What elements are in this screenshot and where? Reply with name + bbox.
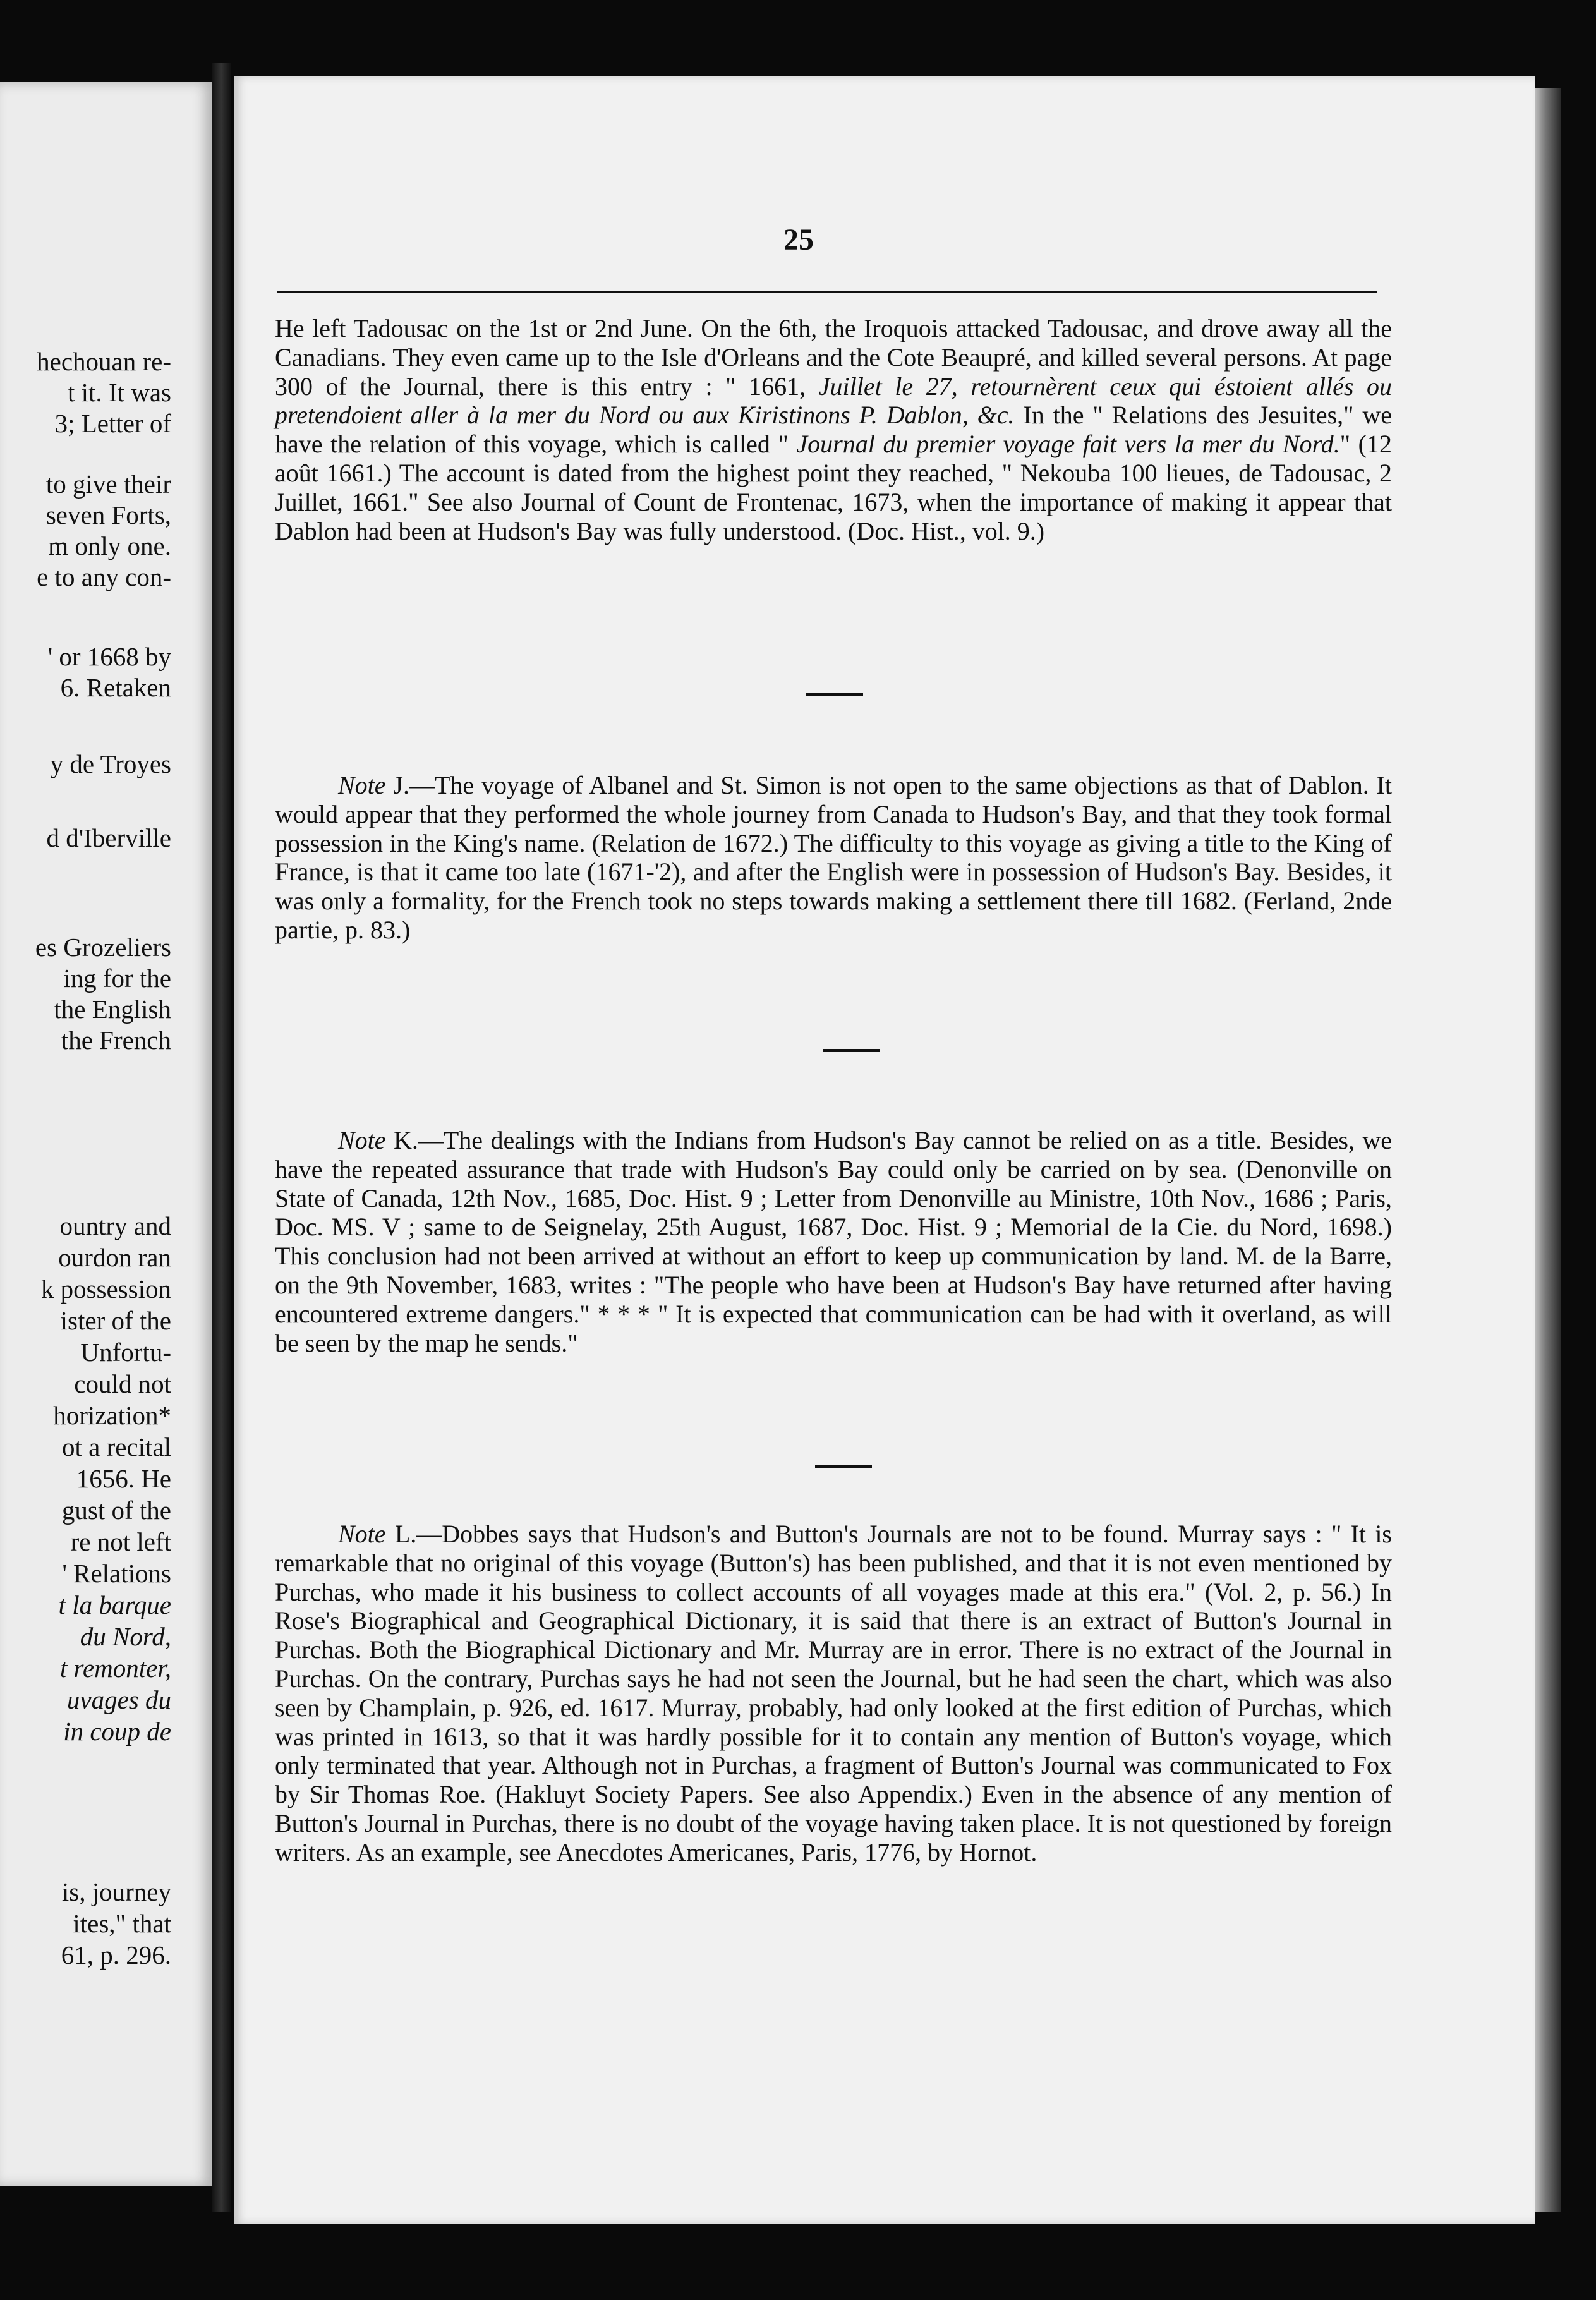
left-text-line: ing for the — [63, 964, 171, 993]
left-text-line: is, journey — [61, 1877, 171, 1906]
italic-quote: Juillet le 27, retournèrent ceux qui éstoient allés ou pretendoient aller à la mer du Nord ou aux Kiristinons P. Dablon, &c. — [275, 372, 1392, 430]
left-text-line: 1656. He — [76, 1464, 171, 1493]
note-letter: J. — [385, 771, 409, 799]
left-text-line: du Nord, — [80, 1622, 171, 1651]
left-text-line: e to any con- — [37, 562, 171, 591]
section-separator — [806, 693, 863, 696]
left-text-line: t it. It was — [68, 378, 171, 407]
left-text-line: the English — [54, 995, 171, 1024]
left-text-line: horization* — [53, 1401, 171, 1430]
left-text-line: 61, p. 296. — [61, 1940, 171, 1970]
left-text-line: 3; Letter of — [54, 409, 171, 438]
left-text-line: ountry and — [59, 1211, 171, 1240]
note-l — [275, 1520, 1392, 1867]
note-label: Note — [338, 771, 386, 799]
left-text-line: ites," that — [73, 1909, 171, 1938]
left-text-line: y de Troyes — [50, 749, 171, 778]
left-text-line: 6. Retaken — [60, 673, 171, 702]
left-text-line: in coup de — [63, 1717, 171, 1746]
left-text-line: ister of the — [60, 1306, 171, 1335]
section-separator — [823, 1049, 880, 1052]
note-text: —The voyage of Albanel and St. Simon is not open to the same objections as that of Dablon. It would appear that they performed the whole journey from Canada to Hudson's Bay, and that they took formal possession in the King's name. (Relation de 1672.) The difficulty to this voyage as giving a title to the King of France, is that it came too late (1671-'2), and after the English were in possession of Hudson's Bay. Besides, it was only a formality, for the French took no steps towards making a settlement there till 1682. (Ferland, 2nde partie, p. 83.) — [275, 771, 1392, 944]
left-text-line: gust of the — [61, 1496, 171, 1525]
italic-title: Journal du premier voyage fait vers la mer du Nord. — [796, 430, 1340, 459]
left-text-line: k possession — [40, 1274, 171, 1304]
left-text-line: t remonter, — [59, 1654, 171, 1683]
paragraph-dablon — [275, 314, 1392, 545]
left-text-line: Unfortu- — [80, 1338, 171, 1367]
text-run: He left Tadousac on the 1st or 2nd June. On the 6th, the Iroquois attacked Tadousac, and drove away all the Canadians. They even came up to the Isle d'Orleans and the Cote Beaupré, and killed several persons. At page 300 of the Journal, there is this entry : " 1661, — [275, 314, 1392, 401]
page-number: 25 — [783, 223, 814, 257]
left-text-line: ' or 1668 by — [47, 642, 171, 671]
note-j — [275, 771, 1392, 945]
header-rule — [277, 291, 1377, 293]
left-text-line: seven Forts, — [45, 500, 171, 530]
page-edge — [1535, 88, 1561, 2212]
note-k — [275, 1126, 1392, 1357]
left-text-line: could not — [74, 1369, 171, 1398]
note-text: —Dobbes says that Hudson's and Button's Journals are not to be found. Murray says : " It is remarkable that no original of this voyage (Button's) has been published, and that it is not even mentioned by Purchas, who made it his business to collect accounts of all voyages made at this era." (Vol. 2, p. 56.) In Rose's Biographical and Geographical Dictionary, it is said that there is an extract of Button's Journal in Purchas. Both the Biographical Dictionary and Mr. Murray are in error. There is no extract of the Journal in Purchas. On the contrary, Purchas says he had not seen the Journal, but he had seen the chart, which was also seen by Champlain, p. 926, ed. 1617. Murray, probably, had only looked at the first edition of Purchas, which was printed in 1613, so that it was hardly possible for it to contain any mention of Button's voyage, which only terminated that year. Although not in Purchas, a fragment of Button's Journal was communicated to Fox by Sir Thomas Roe. (Hakluyt Society Papers. See also Appendix.) Even in the absence of any mention of Button's Journal in Purchas, there is no doubt of the voyage having taken place. It is not questioned by foreign writers. As an example, see Anecdotes Americanes, Paris, 1776, by Hornot. — [275, 1520, 1393, 1867]
note-letter: K. — [385, 1126, 418, 1154]
left-page — [0, 82, 212, 2186]
book-gutter — [212, 63, 231, 2212]
left-text-line: hechouan re- — [37, 347, 171, 376]
note-letter: L. — [385, 1520, 417, 1548]
note-label: Note — [338, 1126, 386, 1154]
text-run: In the " Relations des Jesuites," we have the relation of this voyage, which is called " — [275, 401, 1392, 459]
left-text-line: ot a recital — [61, 1432, 171, 1462]
left-text-line: to give their — [45, 469, 171, 499]
left-text-line: the French — [61, 1026, 171, 1055]
left-text-line: ' Relations — [62, 1559, 171, 1588]
note-text: —The dealings with the Indians from Hudson's Bay cannot be relied on as a title. Besides, we have the repeated assurance that trade with Hudson's Bay could only be carried on by sea. (Denonville on State of Canada, 12th Nov., 1685, Doc. Hist. 9 ; Letter from Denonville au Ministre, 10th Nov., 1686 ; Paris, Doc. MS. V ; same to de Seignelay, 25th August, 1687, Doc. Hist. 9 ; Memorial de la Cie. du Nord, 1698.) This conclusion had not been arrived at without an effort to keep up communication by land. M. de la Barre, on the 9th November, 1683, writes : "The people who have been at Hudson's Bay have returned after having encountered extreme dangers." * * * " It is expected that communication can be had with it overland, as will be seen by the map he sends." — [275, 1126, 1393, 1357]
left-text-line: es Grozeliers — [35, 933, 171, 962]
section-separator — [815, 1465, 872, 1468]
left-text-line: uvages du — [66, 1685, 171, 1714]
left-text-line: d d'Iberville — [46, 823, 171, 852]
left-text-line: t la barque — [58, 1590, 171, 1619]
text-run: " (12 août 1661.) The account is dated from the highest point they reached, " Nekouba 100 lieues, de Tadousac, 2 Juillet, 1661." See also Journal of Count de Frontenac, 1673, when the importance of making it appear that Dablon had been at Hudson's Bay was fully understood. (Doc. Hist., vol. 9.) — [275, 430, 1392, 545]
left-text-line: re not left — [70, 1527, 171, 1556]
left-text-line: ourdon ran — [58, 1243, 171, 1272]
left-text-line: m only one. — [48, 531, 171, 560]
note-label: Note — [338, 1520, 386, 1548]
